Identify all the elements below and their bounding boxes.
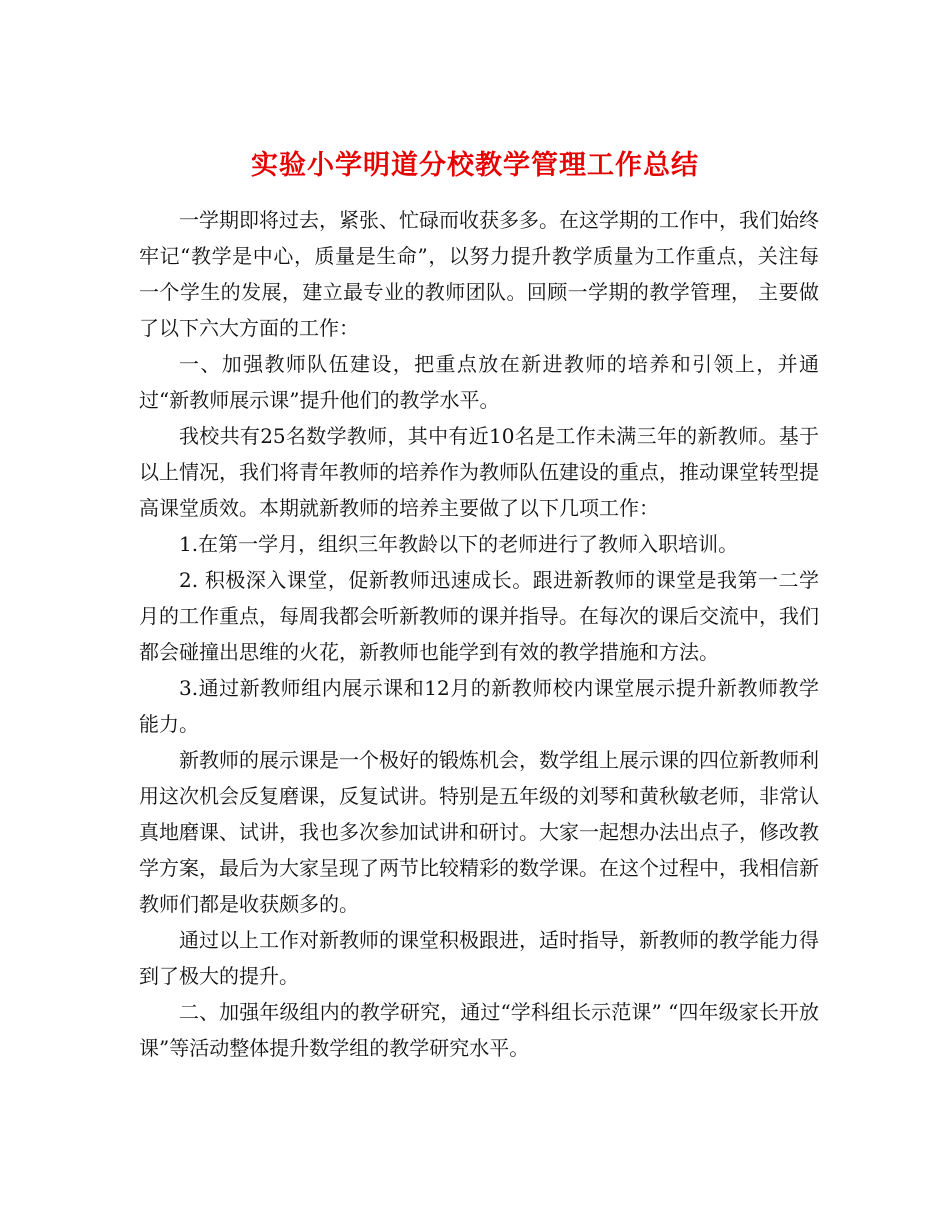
paragraph-teacher-count: 我校共有25名数学教师，其中有近10名是工作未满三年的新教师。基于以上情况，我们将青年教师的培养作为教师队伍建设的重点，推动课堂转型提高课堂质效。本期就新教师的培养主要做了以下几项工作： (139, 424, 819, 520)
paragraph-intro: 一学期即将过去，紧张、忙碌而收获多多。在这学期的工作中，我们始终牢记“教学是中心，质量是生命”，以努力提升教学质量为工作重点，关注每一个学生的发展，建立最专业的教师团队。回顾一学期的教学管理， 主要做了以下六大方面的工作： (139, 208, 819, 340)
paragraph-item-2: 2. 积极深入课堂，促新教师迅速成长。跟进新教师的课堂是我第一二学月的工作重点，每周我都会听新教师的课并指导。在每次的课后交流中，我们都会碰撞出思维的火花，新教师也能学到有效的教学措施和方法。 (139, 568, 819, 664)
paragraph-item-1: 1.在第一学月，组织三年教龄以下的老师进行了教师入职培训。 (179, 532, 739, 556)
paragraph-demo-class: 新教师的展示课是一个极好的锻炼机会，数学组上展示课的四位新教师利用这次机会反复磨课，反复试讲。特别是五年级的刘琴和黄秋敏老师，非常认真地磨课、试讲，我也多次参加试讲和研讨。大家一起想办法出点子，修改教学方案，最后为大家呈现了两节比较精彩的数学课。在这个过程中，我相信新教师们都是收获颇多的。 (139, 748, 819, 916)
paragraph-section-1-heading: 一、加强教师队伍建设，把重点放在新进教师的培养和引领上，并通过“新教师展示课”提升他们的教学水平。 (139, 352, 819, 412)
paragraph-summary: 通过以上工作对新教师的课堂积极跟进，适时指导，新教师的教学能力得到了极大的提升。 (139, 928, 819, 988)
paragraph-item-3: 3.通过新教师组内展示课和12月的新教师校内课堂展示提升新教师教学能力。 (139, 676, 819, 736)
document-body (139, 202, 819, 1066)
document-title: 实验小学明道分校教学管理工作总结 (251, 150, 699, 182)
paragraph-section-2-heading: 二、加强年级组内的教学研究，通过“学科组长示范课” “四年级家长开放课”等活动整体提升数学组的教学研究水平。 (139, 1000, 819, 1060)
